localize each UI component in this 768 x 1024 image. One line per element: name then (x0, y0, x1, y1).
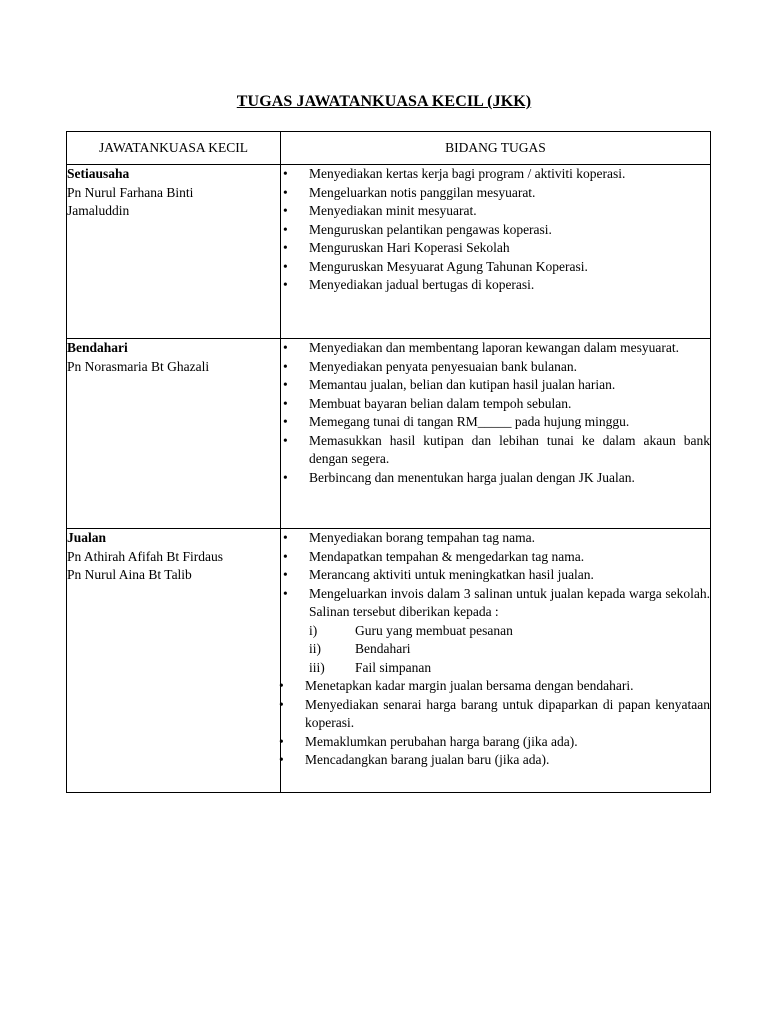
column-header-committee: JAWATANKUASA KECIL (67, 132, 281, 165)
member-name: Pn Nurul Aina Bt Talib (67, 567, 192, 582)
bullet-icon: • (279, 696, 284, 712)
member-name: Pn Norasmaria Bt Ghazali (67, 358, 210, 374)
duty-item: • Menguruskan Mesyuarat Agung Tahunan Koperasi. (281, 258, 710, 277)
duty-item: • Menetapkan kadar margin jualan bersama dengan bendahari. (277, 677, 710, 696)
duty-list (281, 529, 710, 770)
bullet-icon: • (283, 469, 288, 485)
bullet-icon: • (283, 184, 288, 200)
sub-item-number: ii) (309, 641, 321, 656)
bullet-icon: • (283, 432, 288, 448)
duties-cell (281, 529, 711, 793)
bullet-icon: • (283, 240, 288, 255)
duty-item: • Memaklumkan perubahan harga barang (jika ada). (277, 733, 710, 752)
bullet-icon: • (283, 258, 288, 274)
member-name: Jamaluddin (67, 203, 130, 218)
duty-item: • Menyediakan borang tempahan tag nama. (281, 529, 710, 548)
duty-item: • Menguruskan pelantikan pengawas koperasi. (281, 221, 710, 240)
table-row-bendahari (67, 339, 711, 529)
sub-item-text: Fail simpanan (355, 659, 432, 675)
table-row-setiausaha (67, 165, 711, 339)
member-name: Pn Athirah Afifah Bt Firdaus (67, 548, 223, 564)
bullet-icon: • (283, 277, 288, 292)
duty-item: • Menyediakan penyata penyesuaian bank bulanan. (281, 358, 710, 377)
duty-item: • Menguruskan Hari Koperasi Sekolah (281, 239, 710, 258)
duty-item: • Menyediakan kertas kerja bagi program / aktiviti koperasi. (281, 165, 710, 184)
table-row-jualan (67, 529, 711, 793)
sub-list (309, 622, 710, 678)
bullet-icon: • (283, 340, 288, 355)
table-header-row (67, 132, 711, 165)
duty-item: • Membuat bayaran belian dalam tempoh sebulan. (281, 395, 710, 414)
sub-list-item (309, 640, 710, 659)
bullet-icon: • (283, 221, 288, 237)
duty-item: • Mengeluarkan notis panggilan mesyuarat. (281, 184, 710, 203)
bullet-icon: • (283, 395, 288, 411)
duty-item: • Memasukkan hasil kutipan dan lebihan tunai ke dalam akaun bank dengan segera. (283, 432, 710, 466)
duty-item: • Merancang aktiviti untuk meningkatkan hasil jualan. (281, 566, 710, 585)
bullet-icon: • (279, 752, 284, 767)
duty-item: • Mengeluarkan invois dalam 3 salinan untuk jualan kepada warga sekolah. Salinan tersebut diberikan kepada : i) Guru yang membuat pesanan ii) Bendahari iii) Fail simpanan (281, 585, 710, 678)
bullet-icon: • (279, 733, 284, 749)
duty-item: • Memegang tunai di tangan RM_____ pada hujung minggu. (281, 413, 710, 432)
role-label: Setiausaha (67, 166, 130, 181)
duty-list (281, 165, 710, 295)
bullet-icon: • (283, 530, 288, 545)
member-name: Pn Nurul Farhana Binti (67, 184, 194, 200)
sub-list-item (309, 622, 710, 641)
bullet-icon: • (283, 203, 288, 218)
committee-cell (67, 529, 281, 793)
bullet-icon: • (283, 414, 288, 429)
duty-item: • Menyediakan minit mesyuarat. (281, 202, 710, 221)
committee-cell (67, 165, 281, 339)
column-header-duties: BIDANG TUGAS (281, 132, 711, 165)
duty-item: • Memantau jualan, belian dan kutipan hasil jualan harian. (281, 376, 710, 395)
duty-item: • Menyediakan jadual bertugas di koperasi. (281, 276, 710, 295)
bullet-icon: • (283, 358, 288, 374)
duty-item: • Menyediakan senarai harga barang untuk dipaparkan di papan kenyataan koperasi. (279, 696, 710, 730)
committee-cell (67, 339, 281, 529)
sub-list-item (309, 659, 710, 678)
duty-list (281, 339, 710, 487)
role-label: Bendahari (67, 340, 128, 355)
role-label: Jualan (67, 530, 107, 545)
document-title: TUGAS JAWATANKUASA KECIL (JKK) (236, 93, 532, 110)
bullet-icon: • (283, 567, 288, 582)
committee-duties-table (66, 131, 711, 793)
bullet-icon: • (279, 678, 284, 693)
bullet-icon: • (283, 548, 288, 564)
sub-item-number: iii) (309, 659, 325, 675)
duty-item: • Berbincang dan menentukan harga jualan dengan JK Jualan. (281, 469, 710, 488)
sub-item-text: Bendahari (355, 641, 411, 656)
bullet-icon: • (283, 585, 288, 601)
sub-item-number: i) (309, 622, 318, 638)
duties-cell (281, 339, 711, 529)
duty-item: • Mencadangkan barang jualan baru (jika ada). (277, 751, 710, 770)
sub-item-text: Guru yang membuat pesanan (355, 622, 513, 638)
bullet-icon: • (283, 377, 288, 392)
duties-cell (281, 165, 711, 339)
bullet-icon: • (283, 166, 288, 181)
duty-item: • Mendapatkan tempahan & mengedarkan tag nama. (281, 548, 710, 567)
duty-item: • Menyediakan dan membentang laporan kewangan dalam mesyuarat. (281, 339, 710, 358)
